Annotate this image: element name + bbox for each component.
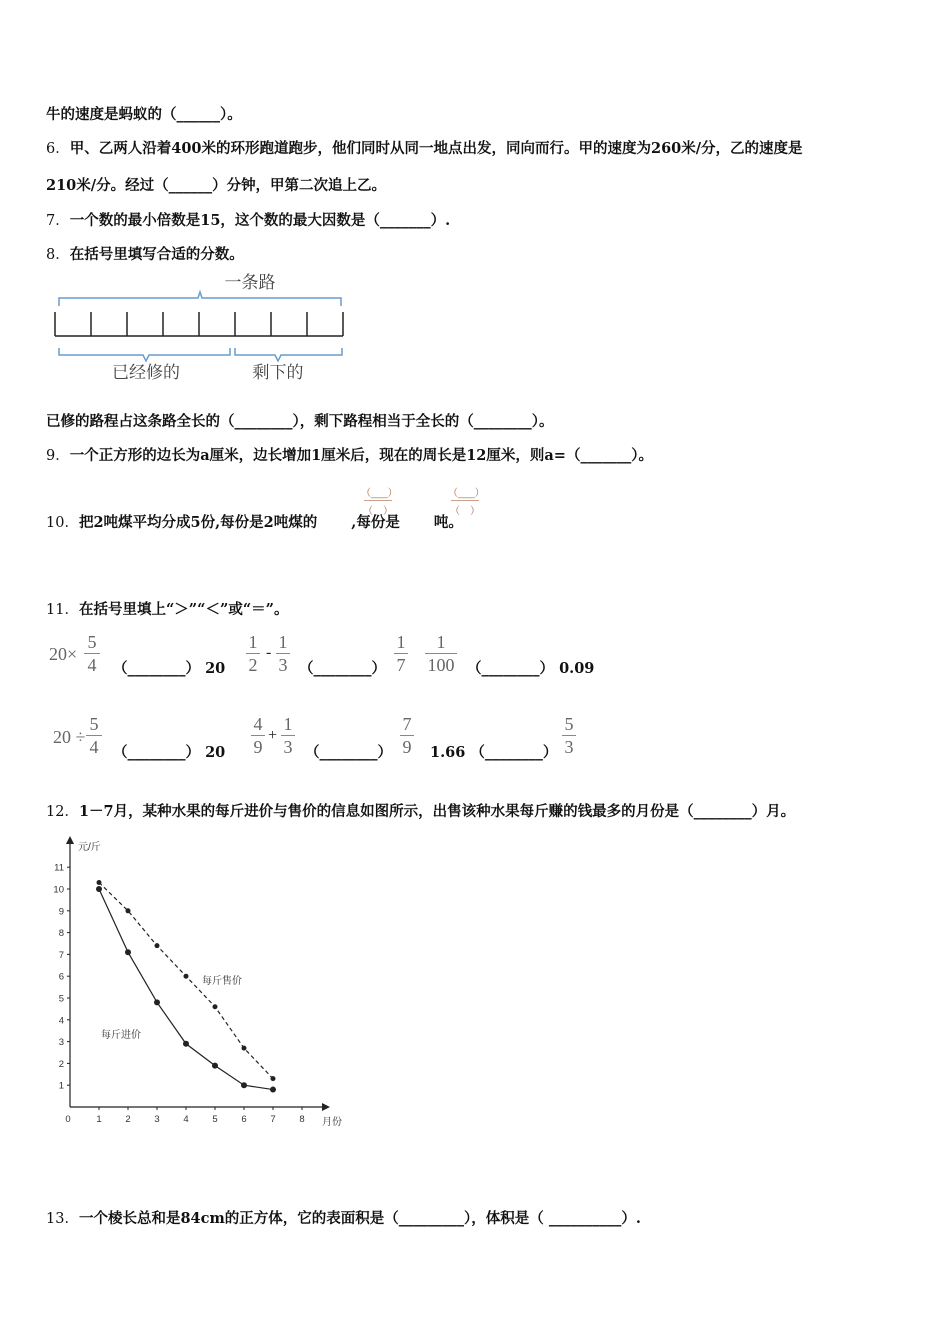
answer-blank[interactable]: （________） 20 xyxy=(113,744,226,761)
x-tick-label: 1 xyxy=(96,1114,102,1125)
question-13 xyxy=(46,1207,641,1228)
answer-blank[interactable]: （________） 20 xyxy=(113,660,226,677)
data-point xyxy=(184,974,189,979)
question-8 xyxy=(46,243,244,264)
question-number: 6． xyxy=(46,141,70,157)
question-number: 10． xyxy=(46,515,79,531)
data-point xyxy=(183,1041,189,1047)
question-number: 12． xyxy=(46,804,79,820)
data-point xyxy=(97,880,102,885)
operator: - xyxy=(266,644,272,661)
question-text: 在括号里填上“＞”“＜”或“＝”。 xyxy=(78,601,289,618)
answer-blank[interactable]: （________） xyxy=(299,660,386,677)
data-point xyxy=(212,1063,218,1069)
question-11 xyxy=(46,598,289,619)
road-diagram xyxy=(50,268,350,388)
fraction: 7 9 xyxy=(400,714,414,757)
x-tick-label: 6 xyxy=(241,1114,247,1125)
question-8-answer: 已修的路程占这条路全长的（________），剩下路程相当于全长的（________）。 xyxy=(46,413,554,430)
series-label-cost: 每斤进价 xyxy=(101,1030,141,1041)
fraction: 1 7 xyxy=(394,632,408,675)
fraction-blank-denominator: （ ） xyxy=(363,506,393,517)
question-number: 9． xyxy=(46,448,70,464)
expr-whole: 20 ÷ xyxy=(53,727,86,747)
question-text-part2: ,每份是 xyxy=(351,514,400,531)
data-point xyxy=(96,886,102,892)
y-tick-label: 3 xyxy=(58,1037,64,1049)
answer-blank[interactable]: 1.66 （________） xyxy=(430,744,558,761)
fraction: 1 3 xyxy=(276,632,290,675)
x-tick-label: 0 xyxy=(65,1114,71,1125)
data-point xyxy=(126,908,131,913)
question-text: 甲、乙两人沿着400米的环形跑道跑步，他们同时从同一地点出发，同向而行。甲的速度为260米/分，乙的速度是 xyxy=(69,140,803,157)
x-axis-label: 月份 xyxy=(322,1117,342,1128)
data-point xyxy=(271,1076,276,1081)
operator: + xyxy=(268,727,278,744)
y-tick-label: 9 xyxy=(58,906,64,918)
question-number: 8． xyxy=(46,247,70,263)
question-9 xyxy=(46,444,653,465)
question-6-line-1 xyxy=(46,137,803,158)
question-text: 一个数的最小倍数是15，这个数的最大因数是（_______）. xyxy=(69,212,451,229)
y-axis-label: 元/斤 xyxy=(78,842,101,853)
y-tick-label: 7 xyxy=(58,949,64,961)
price-chart xyxy=(50,832,350,1132)
fraction-blank-numerator: （___） xyxy=(361,488,398,499)
question-text-part3: 吨。 xyxy=(433,514,463,531)
answer-blank[interactable]: （________） xyxy=(305,744,392,761)
question-number: 7． xyxy=(46,213,70,229)
fraction: 4 9 xyxy=(251,714,265,757)
question-number: 11． xyxy=(46,602,79,618)
question-text: 一个棱长总和是84cm的正方体，它的表面积是（_________），体积是（ __________）. xyxy=(78,1210,641,1227)
data-point xyxy=(241,1082,247,1088)
x-tick-label: 2 xyxy=(125,1114,131,1125)
answer-blank[interactable]: （________） 0.09 xyxy=(467,660,595,677)
fraction-blank-1[interactable] xyxy=(361,484,398,517)
y-tick-label: 11 xyxy=(54,862,64,874)
question-6-line-2: 210米/分。经过（______）分钟，甲第二次追上乙。 xyxy=(46,177,387,194)
chart-background xyxy=(50,832,350,1132)
x-tick-label: 7 xyxy=(270,1114,276,1125)
question-12 xyxy=(46,800,795,821)
fraction: 1 100 xyxy=(425,632,457,675)
x-tick-label: 5 xyxy=(212,1114,218,1125)
data-point xyxy=(154,999,160,1005)
fraction: 5 3 xyxy=(562,714,576,757)
road-label-top: 一条路 xyxy=(224,273,276,292)
question-text: 1－7月，某种水果的每斤进价与售价的信息如图所示，出售该种水果每斤赚的钱最多的月份是（________）月。 xyxy=(78,803,796,820)
built-brace xyxy=(59,348,230,361)
y-tick-label: 4 xyxy=(58,1015,64,1027)
fraction: 5 4 xyxy=(86,714,102,757)
x-tick-label: 3 xyxy=(154,1114,160,1125)
y-tick-label: 1 xyxy=(58,1080,64,1092)
road-segments xyxy=(55,312,343,336)
y-tick-label: 8 xyxy=(58,928,64,940)
fraction-blank-denominator: （ ） xyxy=(450,506,480,517)
data-point xyxy=(155,943,160,948)
y-tick-label: 2 xyxy=(58,1058,64,1070)
fraction: 1 3 xyxy=(281,714,295,757)
y-tick-label: 5 xyxy=(58,993,64,1005)
question-text-part1: 把2吨煤平均分成5份,每份是2吨煤的 xyxy=(78,514,318,531)
data-point xyxy=(125,949,131,955)
top-brace xyxy=(59,292,341,306)
y-tick-label: 6 xyxy=(58,971,64,983)
question-number: 13． xyxy=(46,1211,79,1227)
data-point xyxy=(213,1004,218,1009)
expr-whole: 20× xyxy=(49,644,78,664)
left-brace xyxy=(235,348,342,361)
x-tick-label: 8 xyxy=(299,1114,305,1125)
fraction-blank-2[interactable] xyxy=(448,484,485,517)
fraction: 1 2 xyxy=(246,632,260,675)
data-point xyxy=(270,1087,276,1093)
fraction-blank-numerator: （___） xyxy=(448,488,485,499)
x-tick-label: 4 xyxy=(183,1114,189,1125)
left-label: 剩下的 xyxy=(252,363,304,382)
data-point xyxy=(242,1046,247,1051)
built-label: 已经修的 xyxy=(112,363,180,382)
question-7 xyxy=(46,209,450,230)
fraction: 5 4 xyxy=(84,632,100,675)
y-tick-label: 10 xyxy=(53,884,64,896)
question-10 xyxy=(46,511,463,532)
q5-tail: 牛的速度是蚂蚁的（______）。 xyxy=(46,106,242,123)
question-text: 一个正方形的边长为a厘米，边长增加1厘米后，现在的周长是12厘米，则a=（_______）。 xyxy=(69,447,653,464)
question-text: 在括号里填写合适的分数。 xyxy=(69,246,244,263)
series-label-sell: 每斤售价 xyxy=(202,976,242,987)
